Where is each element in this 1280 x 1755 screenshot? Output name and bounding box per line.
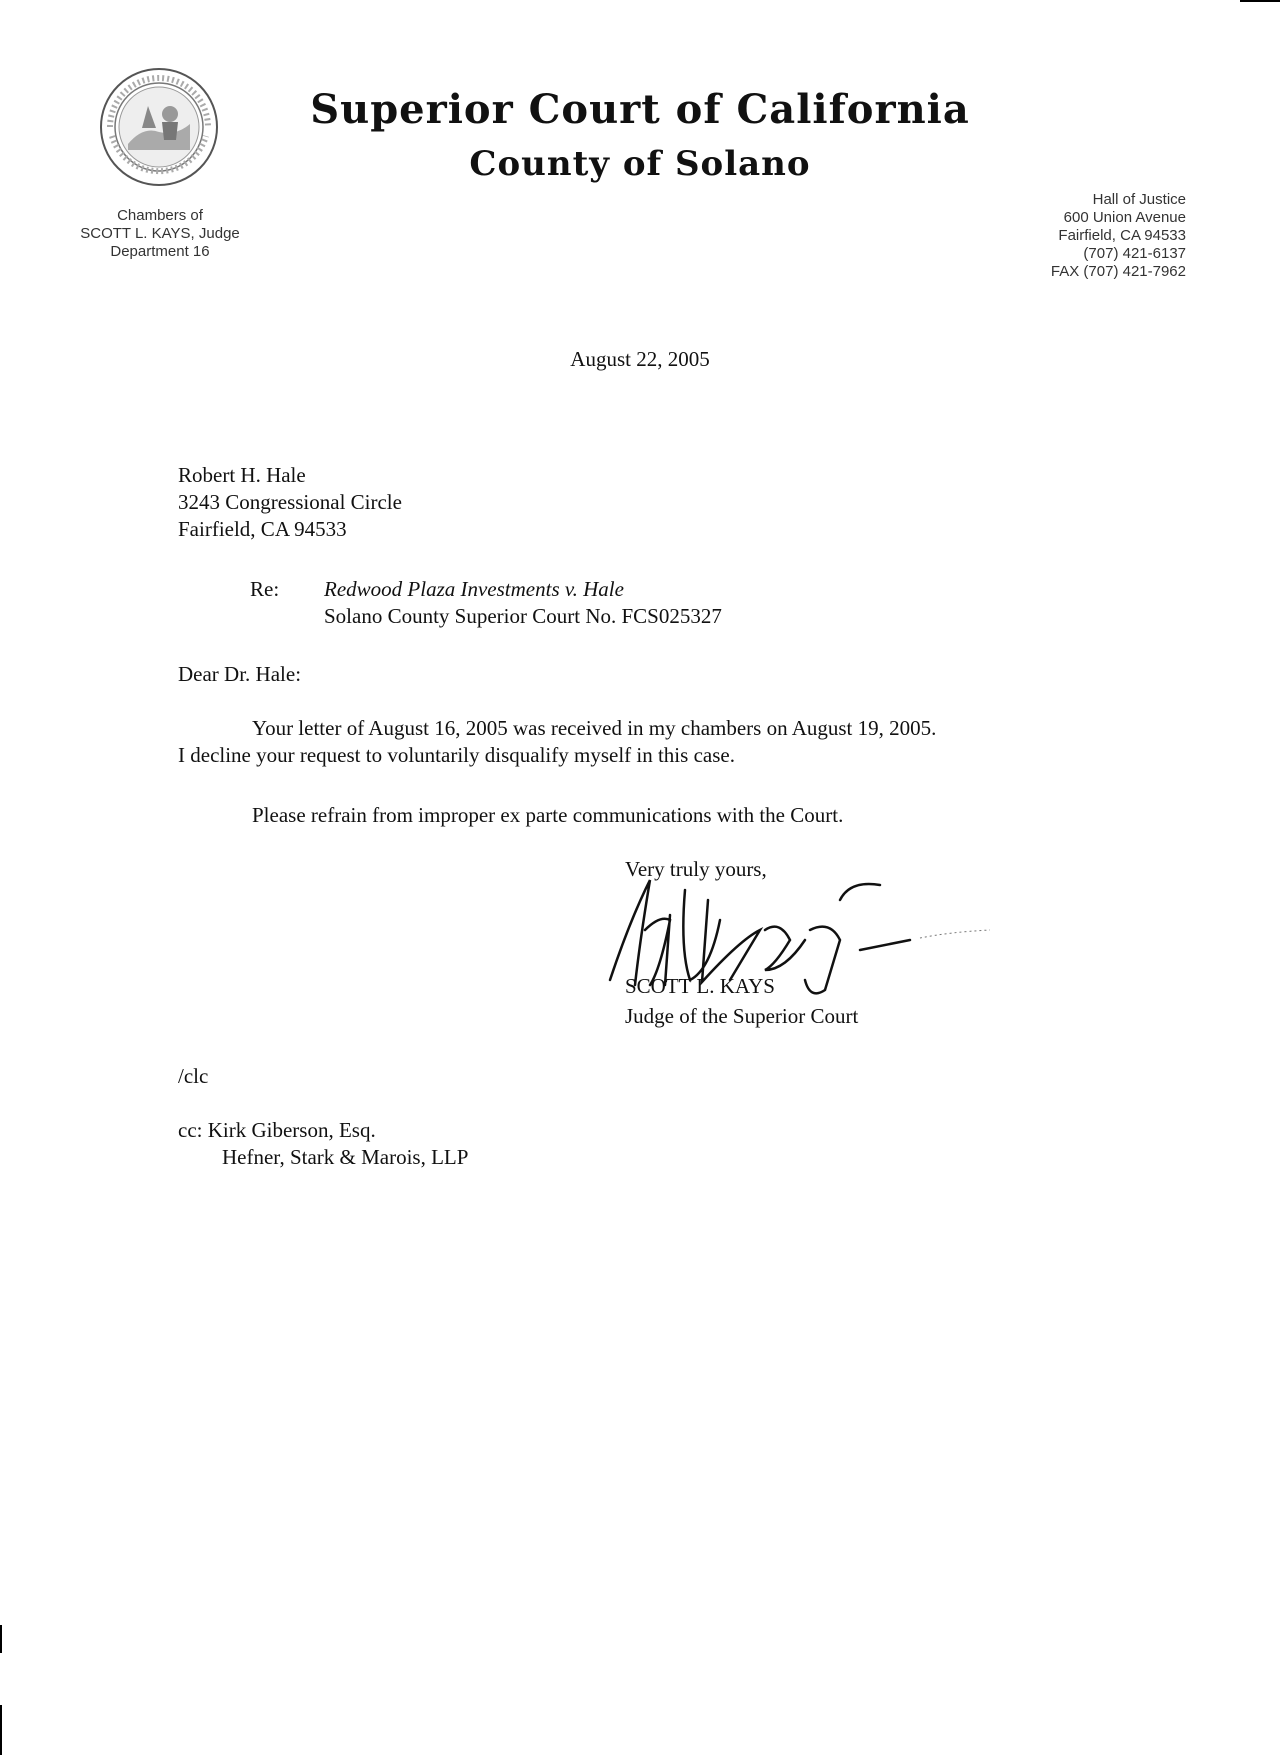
- hall-of-justice-block: [1000, 191, 1186, 281]
- letter-date: August 22, 2005: [570, 347, 710, 371]
- county-title: County of Solano: [469, 144, 811, 184]
- recipient-city: Fairfield, CA 94533: [178, 517, 347, 541]
- chambers-line-2: SCOTT L. KAYS, Judge: [80, 225, 240, 242]
- case-number: Solano County Superior Court No. FCS025327: [324, 604, 722, 628]
- scan-edge-mark: [0, 1705, 2, 1755]
- signer-name: SCOTT L. KAYS: [625, 974, 775, 998]
- hall-line-3: Fairfield, CA 94533: [1058, 227, 1186, 244]
- hall-line-4: (707) 421-6137: [1083, 245, 1186, 262]
- court-seal-icon: [98, 66, 220, 188]
- chambers-line-3: Department 16: [110, 243, 210, 260]
- hall-line-2: 600 Union Avenue: [1063, 209, 1186, 226]
- salutation: Dear Dr. Hale:: [178, 662, 302, 686]
- signer-title: Judge of the Superior Court: [625, 1004, 859, 1028]
- body-paragraph-2: Please refrain from improper ex parte communications with the Court.: [252, 803, 844, 827]
- recipient-address: [178, 462, 402, 543]
- paragraph-1-line-2: I decline your request to voluntarily disqualify myself in this case.: [178, 743, 735, 767]
- recipient-street: 3243 Congressional Circle: [178, 490, 402, 514]
- hall-line-5: FAX (707) 421-7962: [1050, 263, 1186, 280]
- recipient-name: Robert H. Hale: [178, 463, 306, 487]
- cc-line-2: Hefner, Stark & Marois, LLP: [222, 1145, 469, 1169]
- hall-line-1: Hall of Justice: [1092, 191, 1186, 208]
- scan-edge-mark: [0, 1625, 2, 1653]
- chambers-block: [40, 207, 280, 261]
- re-block: [324, 576, 722, 630]
- court-title: Superior Court of California: [310, 86, 970, 133]
- cc-block: [178, 1117, 468, 1171]
- re-label: Re:: [250, 577, 280, 601]
- body-paragraph-1: [178, 715, 1098, 769]
- scan-edge-mark: [1240, 0, 1280, 2]
- chambers-line-1: Chambers of: [117, 207, 203, 224]
- case-name: Redwood Plaza Investments v. Hale: [324, 577, 624, 601]
- typist-initials: /clc: [178, 1064, 209, 1088]
- closing: Very truly yours,: [625, 857, 767, 881]
- paragraph-1-line-1: Your letter of August 16, 2005 was received in my chambers on August 19, 2005.: [252, 716, 937, 740]
- cc-line-1: cc: Kirk Giberson, Esq.: [178, 1118, 376, 1142]
